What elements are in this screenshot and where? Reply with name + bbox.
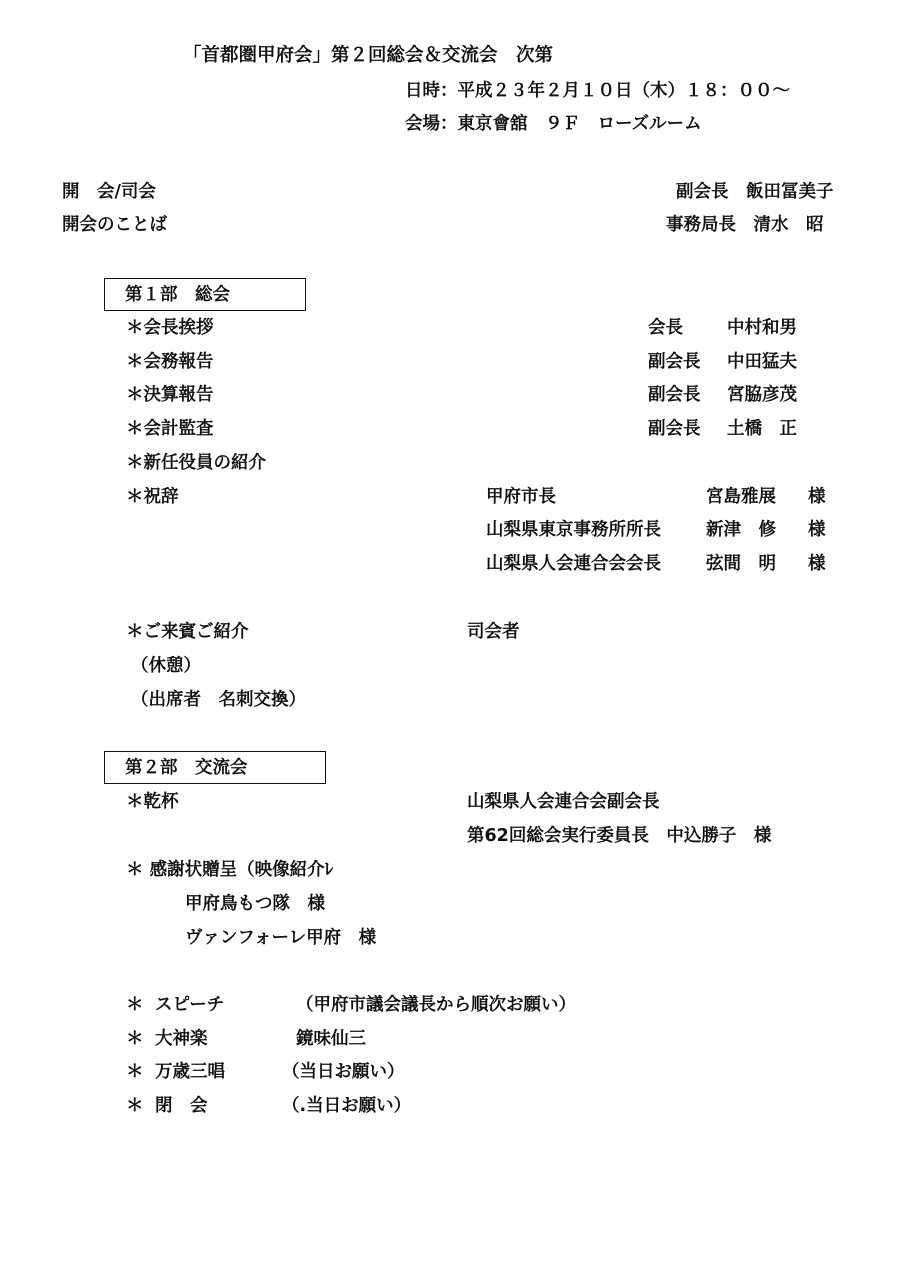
speaker-honorific: 様 (808, 487, 826, 507)
speaker-title: 山梨県東京事務所所長 (486, 520, 661, 540)
speaker-name: 新津 修 (706, 520, 776, 540)
opening-item: 開会のことば (62, 215, 167, 235)
closing-note: 鏡味仙三 (296, 1029, 366, 1049)
agenda-role: 副会長 (648, 385, 701, 405)
opening-item: 開 会/司会 (62, 182, 156, 202)
agenda-item: ＊決算報告 (126, 385, 214, 405)
closing-star: ＊ (126, 1029, 144, 1049)
closing-note: （.当日お願い） (282, 1096, 412, 1116)
agenda-role: 会長 (648, 318, 683, 338)
closing-label: 大神楽 (155, 1029, 208, 1049)
agenda-item: ＊会長挨拶 (126, 318, 214, 338)
closing-label: スピーチ (155, 995, 225, 1015)
agenda-name: 中田猛夫 (727, 352, 797, 372)
opening-person: 事務局長 清水 昭 (666, 215, 824, 235)
break-note: （休憩） (131, 656, 201, 676)
agenda-name: 土橋 正 (727, 419, 797, 439)
agenda-role: 副会長 (648, 352, 701, 372)
part2-heading: 第２部 交流会 (125, 758, 248, 778)
event-venue: 会場：東京會舘 ９Ｆ ローズルーム (405, 114, 702, 134)
agenda-name: 宮脇彦茂 (727, 385, 797, 405)
part1-heading: 第１部 総会 (125, 285, 230, 305)
toast-person-title: 山梨県人会連合会副会長 (467, 792, 660, 812)
agenda-item: ＊会計監査 (126, 419, 214, 439)
agenda-role: 副会長 (648, 419, 701, 439)
speaker-title: 甲府市長 (486, 487, 556, 507)
agenda-person: 司会者 (467, 622, 520, 642)
speaker-title: 山梨県人会連合会会長 (486, 554, 661, 574)
agenda-item: ＊会務報告 (126, 352, 214, 372)
closing-label: 閉 会 (155, 1096, 208, 1116)
recipient: ヴァンフォーレ甲府 様 (185, 928, 377, 948)
opening-person: 副会長 飯田冨美子 (676, 182, 834, 202)
agenda-item: ＊祝辞 (126, 487, 179, 507)
closing-star: ＊ (126, 1062, 144, 1082)
speaker-name: 宮島雅展 (706, 487, 776, 507)
agenda-name: 中村和男 (727, 318, 797, 338)
agenda-item: ＊乾杯 (126, 792, 179, 812)
closing-label: 万歳三唱 (155, 1062, 225, 1082)
toast-person: 第62回総会実行委員長 中込勝子 様 (467, 826, 772, 846)
closing-note: （甲府市議会議長から順次お願い） (296, 995, 576, 1015)
closing-star: ＊ (126, 1096, 144, 1116)
agenda-item: ＊ 感謝状贈呈（映像紹介ﾚ (126, 860, 334, 880)
speaker-name: 弦間 明 (706, 554, 776, 574)
speaker-honorific: 様 (808, 554, 826, 574)
closing-star: ＊ (126, 995, 144, 1015)
document-title: 「首都圏甲府会」第２回総会＆交流会 次第 (183, 45, 554, 66)
closing-note: （当日お願い） (282, 1062, 405, 1082)
exchange-note: （出席者 名刺交換） (131, 690, 306, 710)
speaker-honorific: 様 (808, 520, 826, 540)
agenda-item: ＊新任役員の紹介 (126, 453, 266, 473)
recipient: 甲府鳥もつ隊 様 (185, 894, 325, 914)
agenda-item: ＊ご来賓ご紹介 (126, 622, 249, 642)
event-datetime: 日時：平成２３年２月１０日（木）１８：００～ (405, 81, 790, 101)
